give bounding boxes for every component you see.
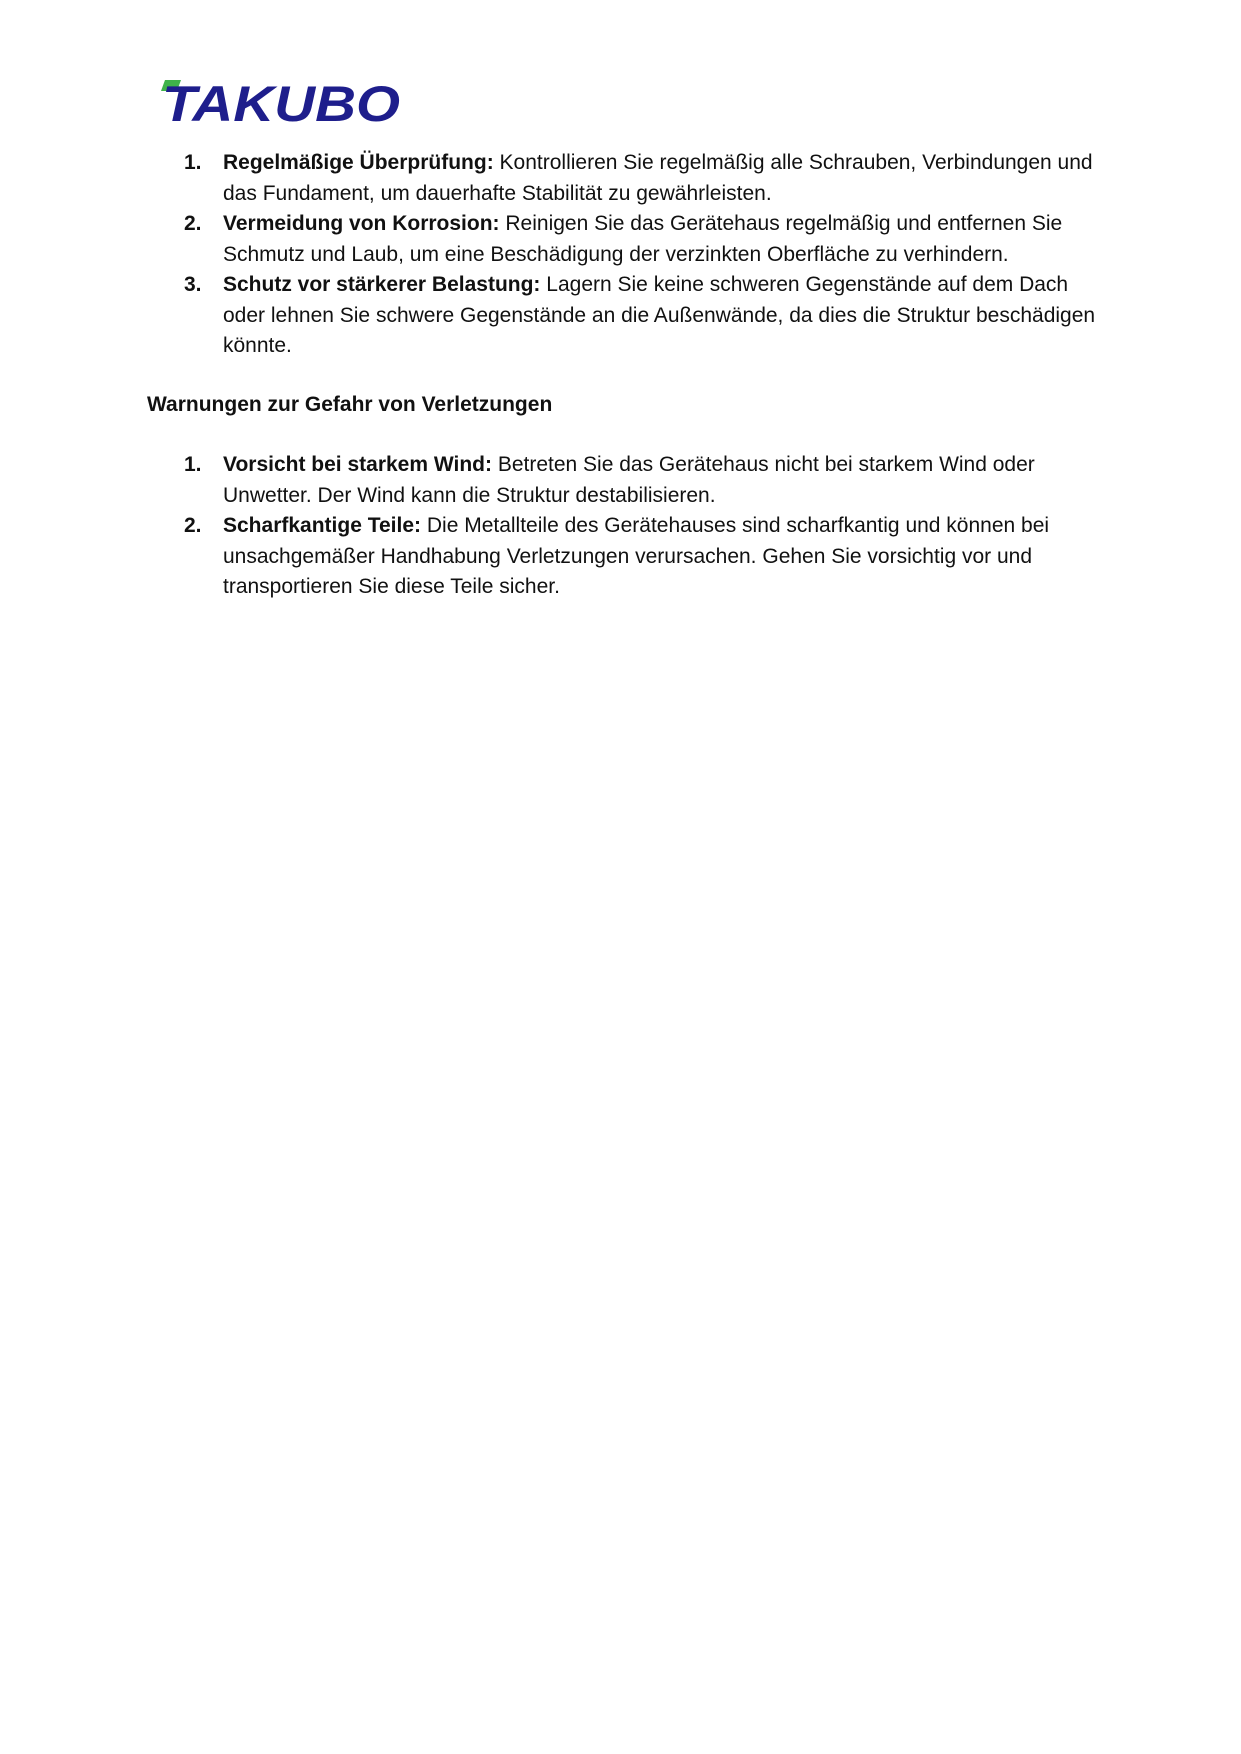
item-text: Die Metallteile des Gerätehauses sind scharfkantig und können bei unsachgemäßer Handhabung Verletzungen verursachen. Gehen Sie vorsichtig vor und transportieren Sie diese Teile sicher. <box>223 514 1050 598</box>
item-number: 1. <box>184 453 202 476</box>
logo-graphic <box>160 78 405 128</box>
item-number: 1. <box>184 151 202 174</box>
list-item <box>0 148 1241 209</box>
takubo-logo <box>160 78 405 128</box>
logo-wordmark: TAKUBO <box>162 78 401 128</box>
item-text: Betreten Sie das Gerätehaus nicht bei starkem Wind oder Unwetter. Der Wind kann die Struktur destabilisieren. <box>223 453 1035 507</box>
item-term: Schutz vor stärkerer Belastung: <box>223 273 541 296</box>
item-term: Scharfkantige Teile: <box>223 514 422 537</box>
item-term: Vorsicht bei starkem Wind: <box>223 453 492 476</box>
item-text: Lagern Sie keine schweren Gegenstände auf dem Dach oder lehnen Sie schwere Gegenstände an die Außenwände, da dies die Struktur beschädigen könnte. <box>223 273 1096 357</box>
item-text: Kontrollieren Sie regelmäßig alle Schrauben, Verbindungen und das Fundament, um dauerhafte Stabilität zu gewährleisten. <box>223 151 1093 205</box>
list-item <box>0 450 1241 511</box>
item-term: Vermeidung von Korrosion: <box>223 212 500 235</box>
list-item <box>0 209 1241 270</box>
maintenance-list <box>0 148 1241 362</box>
warnings-list <box>0 450 1241 603</box>
item-number: 2. <box>184 212 202 235</box>
item-number: 2. <box>184 514 202 537</box>
item-number: 3. <box>184 273 202 296</box>
item-term: Regelmäßige Überprüfung: <box>223 151 494 174</box>
list-item <box>0 511 1241 603</box>
warnings-heading: Warnungen zur Gefahr von Verletzungen <box>147 393 553 416</box>
list-item <box>0 270 1241 362</box>
item-text: Reinigen Sie das Gerätehaus regelmäßig und entfernen Sie Schmutz und Laub, um eine Beschädigung der verzinkten Oberfläche zu verhindern. <box>223 212 1063 266</box>
